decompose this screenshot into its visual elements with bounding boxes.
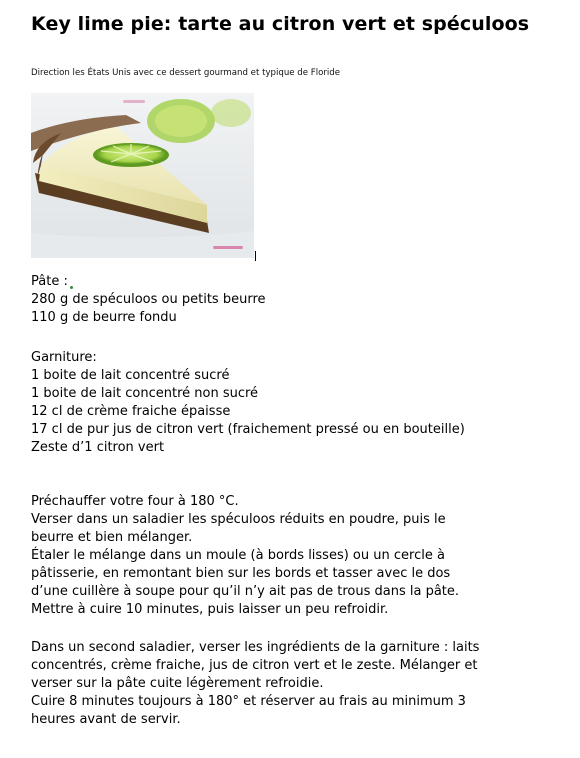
spellcheck-mark xyxy=(70,286,73,289)
instruction-line: verser sur la pâte cuite légèrement refroidie. xyxy=(31,676,324,691)
instruction-line: Dans un second saladier, verser les ingrédients de la garniture : laits xyxy=(31,640,480,655)
page-title: Key lime pie: tarte au citron vert et spéculoos xyxy=(31,13,530,35)
instruction-line: Préchauffer votre four à 180 °C. xyxy=(31,494,239,509)
instruction-line: d’une cuillère à soupe pour qu’il n’y ait pas de trous dans la pâte. xyxy=(31,584,460,599)
pate-section xyxy=(31,273,266,327)
garniture-section xyxy=(31,349,465,457)
instructions-part-2 xyxy=(31,639,479,729)
instruction-line: Étaler le mélange dans un moule (à bords lisses) ou un cercle à xyxy=(31,548,445,563)
instruction-line: concentrés, crème fraiche, jus de citron vert et le zeste. Mélanger et xyxy=(31,658,478,673)
ingredient-line: 110 g de beurre fondu xyxy=(31,310,177,325)
ingredient-line: 1 boite de lait concentré sucré xyxy=(31,368,230,383)
ingredient-line: 280 g de spéculoos ou petits beurre xyxy=(31,292,266,307)
page-subtitle: Direction les États Unis avec ce dessert gourmand et typique de Floride xyxy=(31,68,341,78)
ingredient-line: 12 cl de crème fraiche épaisse xyxy=(31,404,231,419)
instruction-line: Cuire 8 minutes toujours à 180° et réserver au frais au minimum 3 xyxy=(31,694,466,709)
instruction-line: pâtisserie, en remontant bien sur les bords et tasser avec le dos xyxy=(31,566,451,581)
ingredient-line: Zeste d’1 citron vert xyxy=(31,440,165,455)
instruction-line: heures avant de servir. xyxy=(31,712,181,727)
instructions-part-1 xyxy=(31,493,459,619)
ingredient-line: 1 boite de lait concentré non sucré xyxy=(31,386,259,401)
pate-heading: Pâte : xyxy=(31,273,266,291)
garniture-heading: Garniture: xyxy=(31,350,97,365)
ingredient-line: 17 cl de pur jus de citron vert (fraichement pressé ou en bouteille) xyxy=(31,422,465,437)
instruction-line: Verser dans un saladier les spéculoos réduits en poudre, puis le xyxy=(31,512,446,527)
text-cursor xyxy=(255,251,256,261)
instruction-line: beurre et bien mélanger. xyxy=(31,530,193,545)
key-lime-pie-photo xyxy=(31,93,254,258)
instruction-line: Mettre à cuire 10 minutes, puis laisser un peu refroidir. xyxy=(31,602,389,617)
